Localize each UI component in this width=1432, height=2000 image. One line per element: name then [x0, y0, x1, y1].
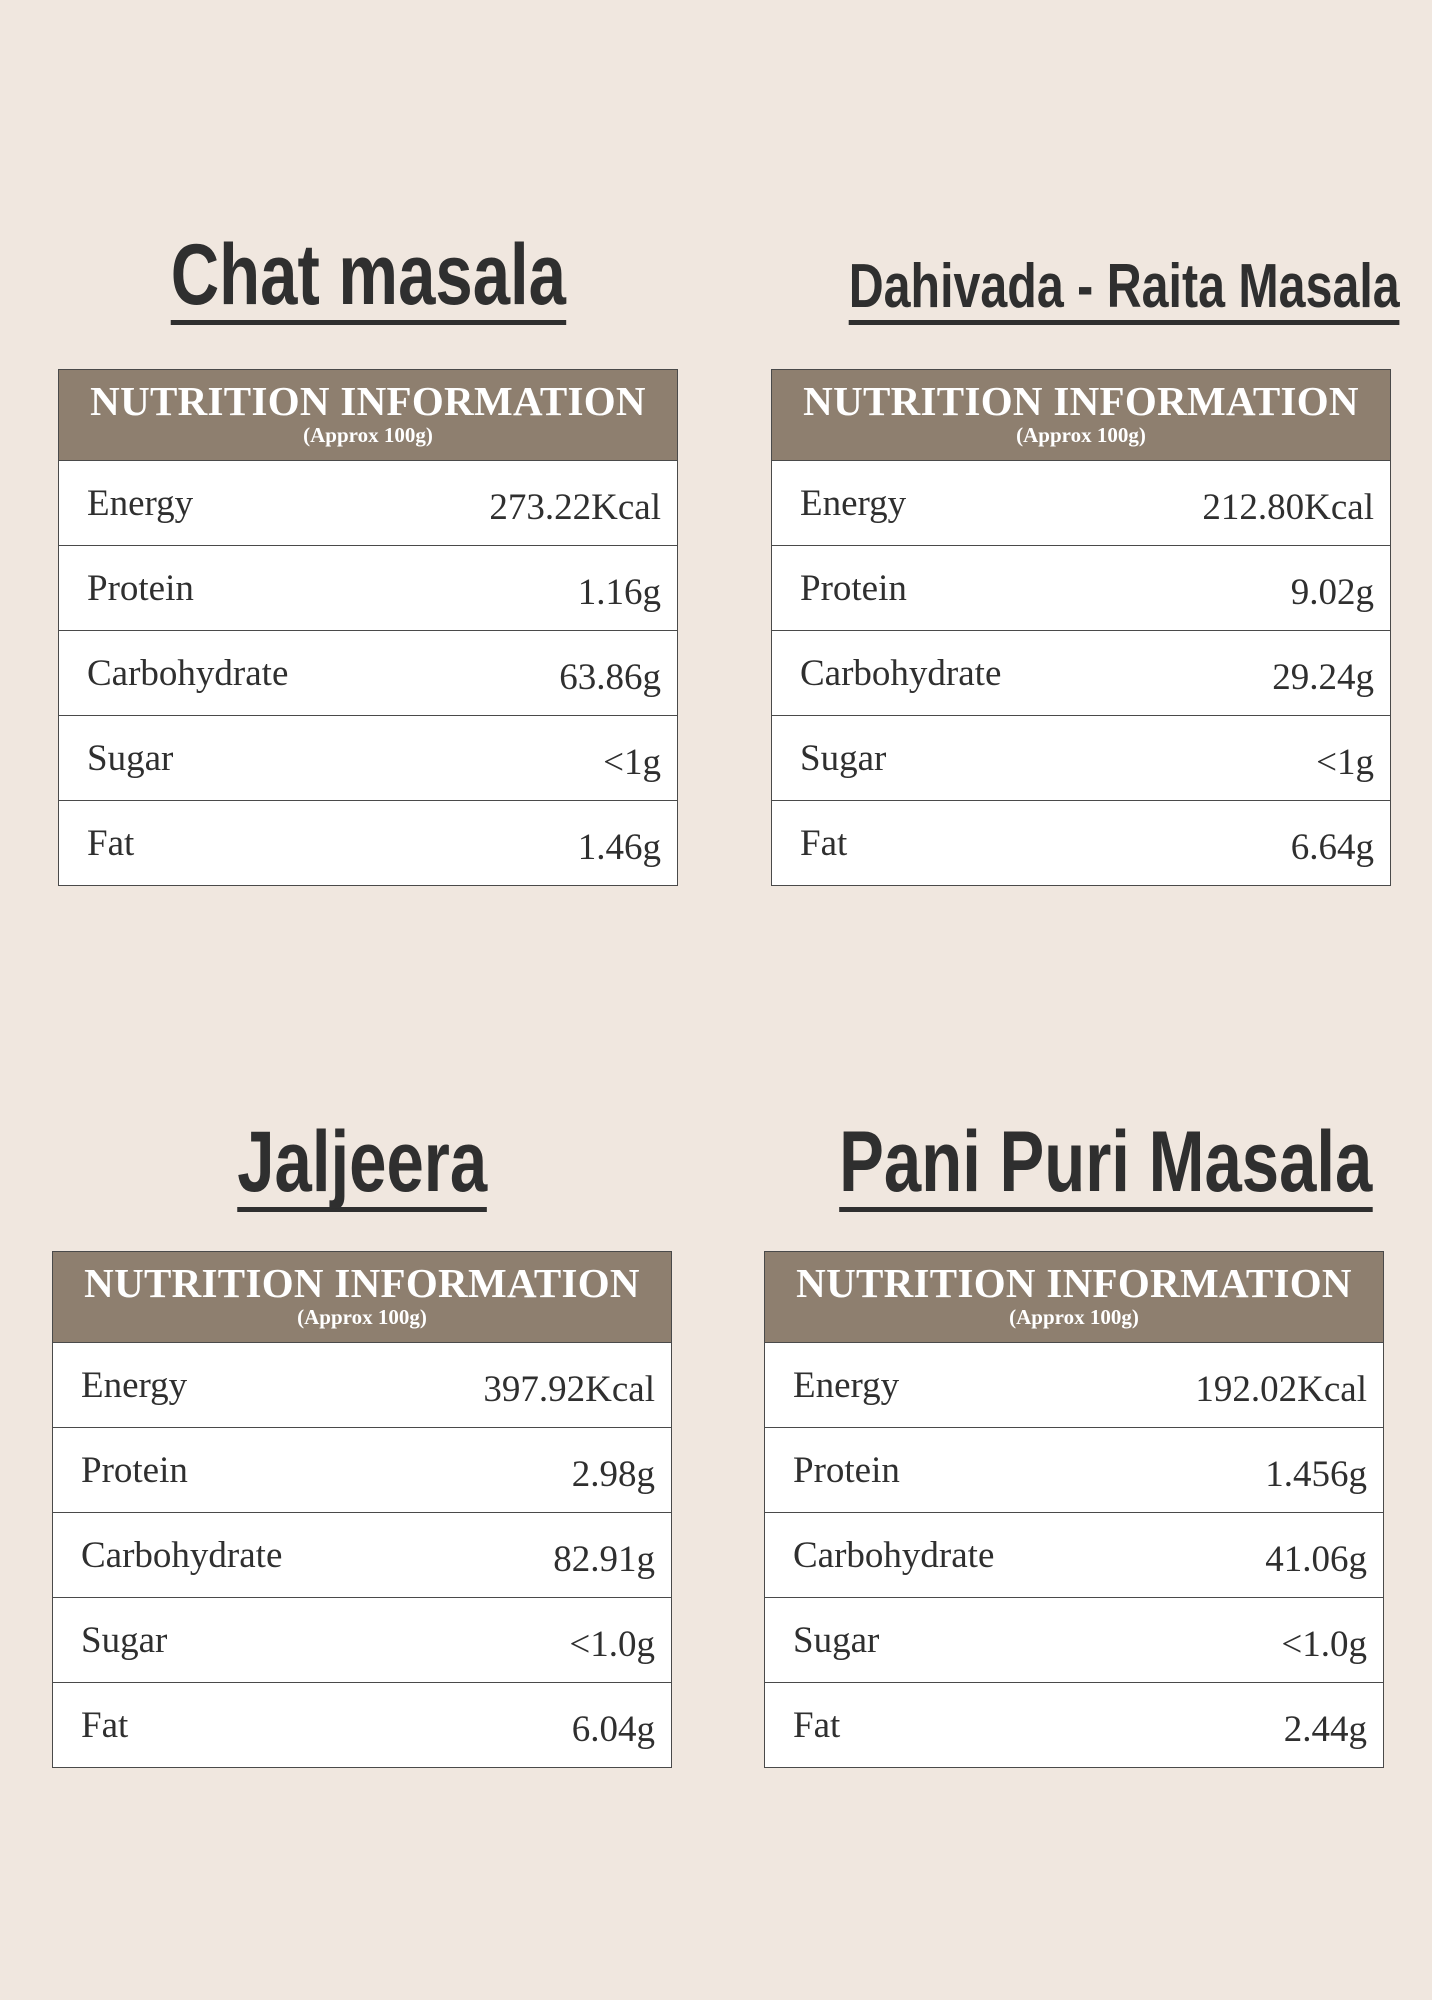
- header-title: NUTRITION INFORMATION: [84, 1260, 640, 1306]
- nutrient-value: 1.16g: [577, 571, 661, 613]
- nutrient-label: Carbohydrate: [793, 1534, 995, 1576]
- nutrient-row-fat: [59, 801, 677, 885]
- nutrient-label: Carbohydrate: [81, 1534, 283, 1576]
- nutrient-row-energy: [765, 1343, 1383, 1428]
- nutrient-row-protein: [53, 1428, 671, 1513]
- product-title: Dahivada - Raita Masala: [849, 256, 1400, 325]
- nutrition-table: [764, 1251, 1384, 1768]
- panel-chat-masala: [58, 227, 678, 886]
- nutrient-row-carbohydrate: [59, 631, 677, 716]
- panel-jaljeera: [52, 1114, 672, 1768]
- nutrient-value: 273.22Kcal: [489, 486, 661, 528]
- nutrient-row-fat: [53, 1683, 671, 1767]
- nutrient-label: Sugar: [800, 737, 887, 779]
- nutrient-value: 6.04g: [571, 1708, 655, 1750]
- nutrient-label: Carbohydrate: [800, 652, 1002, 694]
- nutrient-row-energy: [53, 1343, 671, 1428]
- nutrient-label: Sugar: [793, 1619, 880, 1661]
- nutrient-label: Carbohydrate: [87, 652, 289, 694]
- nutrient-label: Fat: [793, 1704, 841, 1746]
- nutrient-value: 2.98g: [571, 1453, 655, 1495]
- panel-pani-puri-masala: [764, 1114, 1384, 1768]
- header-subtitle: (Approx 100g): [1009, 1305, 1139, 1329]
- nutrient-value: 1.46g: [577, 826, 661, 868]
- nutrient-row-sugar: [53, 1598, 671, 1683]
- nutrient-label: Energy: [87, 482, 194, 524]
- product-title-wrap: [771, 230, 1400, 369]
- nutrient-row-sugar: [765, 1598, 1383, 1683]
- header-subtitle: (Approx 100g): [297, 1305, 427, 1329]
- nutrient-label: Fat: [800, 822, 848, 864]
- product-title-wrap: [764, 1114, 1384, 1251]
- nutrient-value: 192.02Kcal: [1195, 1368, 1367, 1410]
- nutrient-row-protein: [772, 546, 1390, 631]
- nutrition-table-header: [772, 370, 1390, 461]
- nutrient-value: 9.02g: [1290, 571, 1374, 613]
- nutrient-row-energy: [772, 461, 1390, 546]
- nutrient-label: Sugar: [87, 737, 174, 779]
- nutrient-label: Fat: [87, 822, 135, 864]
- header-title: NUTRITION INFORMATION: [796, 1260, 1352, 1306]
- nutrient-value: 1.456g: [1265, 1453, 1367, 1495]
- nutrient-row-fat: [765, 1683, 1383, 1767]
- nutrient-value: 41.06g: [1265, 1538, 1367, 1580]
- product-title-wrap: [58, 227, 678, 369]
- nutrient-row-carbohydrate: [765, 1513, 1383, 1598]
- nutrient-row-sugar: [59, 716, 677, 801]
- nutrient-value: <1g: [1316, 741, 1374, 783]
- nutrient-value: 6.64g: [1290, 826, 1374, 868]
- nutrient-label: Energy: [81, 1364, 188, 1406]
- nutrition-table-header: [59, 370, 677, 461]
- nutrient-value: 397.92Kcal: [483, 1368, 655, 1410]
- header-subtitle: (Approx 100g): [303, 423, 433, 447]
- nutrient-value: <1g: [603, 741, 661, 783]
- header-subtitle: (Approx 100g): [1016, 423, 1146, 447]
- nutrient-value: 212.80Kcal: [1202, 486, 1374, 528]
- header-title: NUTRITION INFORMATION: [803, 378, 1359, 424]
- nutrient-label: Sugar: [81, 1619, 168, 1661]
- nutrient-value: <1.0g: [1281, 1623, 1367, 1665]
- nutrient-label: Protein: [87, 567, 194, 609]
- nutrition-table: [771, 369, 1391, 886]
- nutrient-value: 2.44g: [1283, 1708, 1367, 1750]
- nutrition-table: [52, 1251, 672, 1768]
- nutrient-row-carbohydrate: [772, 631, 1390, 716]
- nutrient-label: Energy: [800, 482, 907, 524]
- nutrient-row-carbohydrate: [53, 1513, 671, 1598]
- product-title: Jaljeera: [237, 1114, 487, 1210]
- product-title: Chat masala: [170, 227, 566, 323]
- header-title: NUTRITION INFORMATION: [90, 378, 646, 424]
- nutrient-row-energy: [59, 461, 677, 546]
- nutrient-value: 63.86g: [559, 656, 661, 698]
- nutrition-table-header: [765, 1252, 1383, 1343]
- nutrition-table-header: [53, 1252, 671, 1343]
- nutrient-label: Protein: [793, 1449, 900, 1491]
- nutrient-label: Energy: [793, 1364, 900, 1406]
- nutrient-value: 82.91g: [553, 1538, 655, 1580]
- nutrient-label: Fat: [81, 1704, 129, 1746]
- panel-dahivada-raita-masala: [771, 230, 1400, 886]
- nutrient-value: 29.24g: [1272, 656, 1374, 698]
- nutrient-row-protein: [765, 1428, 1383, 1513]
- nutrient-row-fat: [772, 801, 1390, 885]
- product-title: Pani Puri Masala: [839, 1114, 1373, 1210]
- nutrient-row-protein: [59, 546, 677, 631]
- nutrient-label: Protein: [81, 1449, 188, 1491]
- nutrition-table: [58, 369, 678, 886]
- product-title-wrap: [52, 1114, 672, 1251]
- nutrient-label: Protein: [800, 567, 907, 609]
- nutrient-row-sugar: [772, 716, 1390, 801]
- nutrient-value: <1.0g: [569, 1623, 655, 1665]
